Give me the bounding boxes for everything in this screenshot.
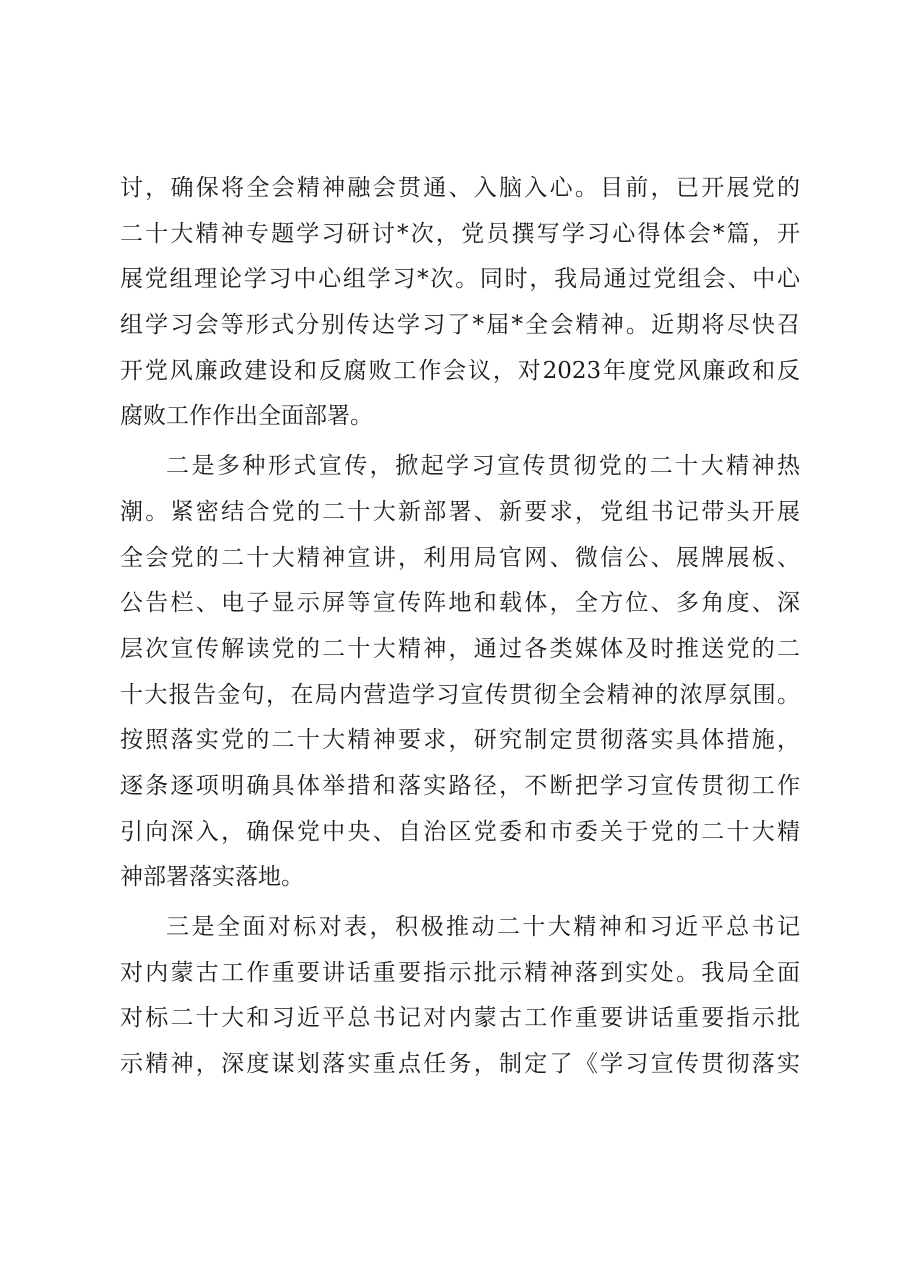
paragraph-1	[120, 166, 800, 440]
text-line: 讨，确保将全会精神融会贯通、入脑入心。目前，已开展党的	[120, 175, 800, 201]
paragraph-3	[120, 905, 800, 1088]
text-line: 腐败工作作出全面部署。	[120, 403, 373, 430]
text-line: 公告栏、电子显示屏等宣传阵地和载体，全方位、多角度、深	[120, 590, 800, 617]
document-body	[120, 166, 800, 1088]
text-line: 对标二十大和习近平总书记对内蒙古工作重要讲话重要指示批	[120, 1005, 800, 1032]
text-line: 全会党的二十大精神宣讲，利用局官网、微信公、展牌展板、	[120, 544, 800, 571]
text-line: 神部署落实落地。	[120, 864, 304, 891]
text-line: 逐条逐项明确具体举措和落实路径，不断把学习宣传贯彻工作	[120, 772, 800, 799]
paragraph-2	[120, 444, 800, 901]
text-line: 潮。紧密结合党的二十大新部署、新要求，党组书记带头开展	[120, 498, 800, 525]
text-line: 二十大精神专题学习研讨*次，党员撰写学习心得体会*篇，开	[120, 220, 800, 247]
text-line: 引向深入，确保党中央、自治区党委和市委关于党的二十大精	[120, 818, 800, 845]
text-line: 三是全面对标对表，积极推动二十大精神和习近平总书记	[166, 914, 800, 940]
text-line: 示精神，深度谋划落实重点任务，制定了《学习宣传贯彻落实	[120, 1051, 800, 1078]
text-line: 二是多种形式宣传，掀起学习宣传贯彻党的二十大精神热	[166, 453, 800, 480]
text-line: 按照落实党的二十大精神要求，研究制定贯彻落实具体措施，	[120, 727, 800, 754]
text-line: 展党组理论学习中心组学习*次。同时，我局通过党组会、中心	[120, 266, 800, 293]
text-line: 层次宣传解读党的二十大精神，通过各类媒体及时推送党的二	[120, 635, 800, 662]
text-line: 组学习会等形式分别传达学习了*届*全会精神。近期将尽快召	[120, 312, 800, 339]
text-line: 开党风廉政建设和反腐败工作会议，对2023年度党风廉政和反	[120, 357, 800, 384]
text-line: 十大报告金句，在局内营造学习宣传贯彻全会精神的浓厚氛围。	[120, 681, 800, 708]
text-line: 对内蒙古工作重要讲话重要指示批示精神落到实处。我局全面	[120, 959, 800, 986]
